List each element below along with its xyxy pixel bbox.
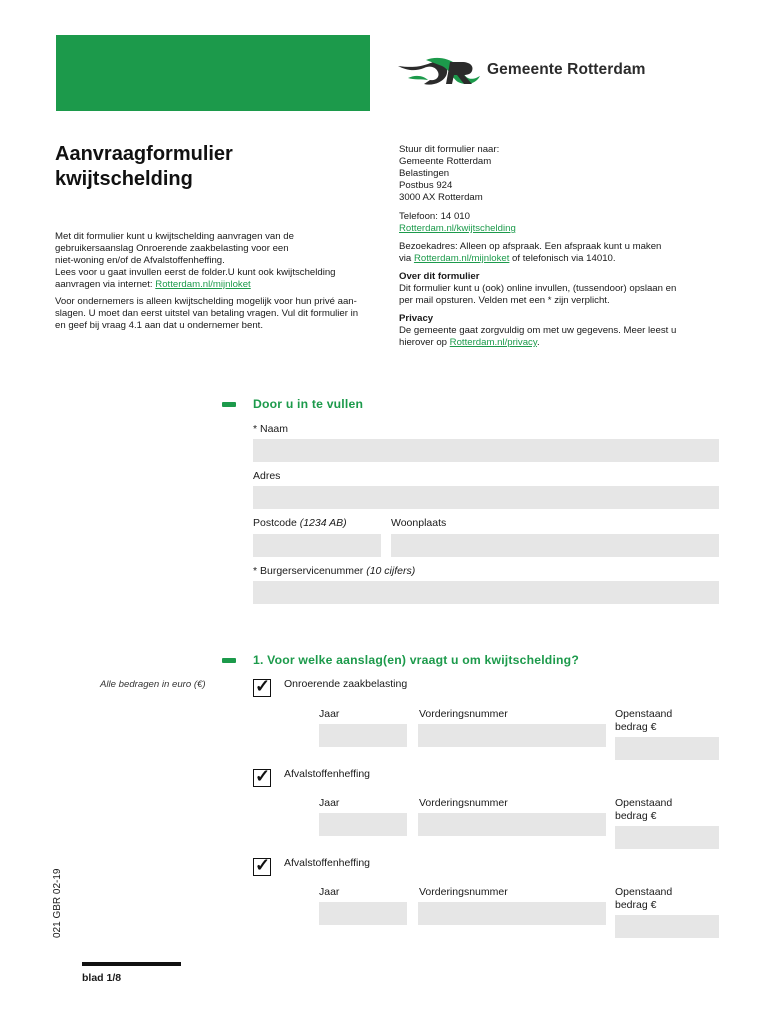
address-line: Gemeente Rotterdam bbox=[399, 156, 492, 167]
kwijtschelding-link[interactable]: Rotterdam.nl/kwijtschelding bbox=[399, 223, 516, 234]
check-mark-icon: ✓ bbox=[255, 676, 271, 696]
checkbox-ozb[interactable] bbox=[253, 676, 271, 697]
visit-line: Bezoekadres: Alleen op afspraak. Een afspraak kunt u maken bbox=[399, 241, 662, 252]
bsn-field[interactable] bbox=[253, 581, 719, 604]
address-line: Stuur dit formulier naar: bbox=[399, 144, 500, 155]
amount-label bbox=[615, 708, 672, 734]
section-fill-title: Door u in te vullen bbox=[253, 397, 364, 411]
visit-text: of telefonisch via 14010. bbox=[509, 253, 616, 264]
bsn-label-text: * Burgerservicenummer bbox=[253, 565, 364, 577]
intro-text: aanvragen via internet: bbox=[55, 279, 156, 290]
form-code: 021 GBR 02-19 bbox=[52, 868, 63, 938]
postcode-label bbox=[253, 517, 347, 529]
intro-line: Lees voor u gaat invullen eerst de folder.U kunt ook kwijtschelding bbox=[55, 267, 336, 278]
amount-field[interactable] bbox=[615, 737, 719, 760]
intro-line: slagen. U moet dan eerst uitstel van betaling vragen. Vul dit formulier in bbox=[55, 308, 359, 319]
privacy-heading: Privacy bbox=[399, 313, 434, 324]
year-field[interactable] bbox=[319, 724, 407, 747]
intro-line: Met dit formulier kunt u kwijtschelding aanvragen van de bbox=[55, 231, 294, 242]
year-field[interactable] bbox=[319, 902, 407, 925]
postcode-hint: (1234 AB) bbox=[299, 517, 347, 529]
intro-line: gebruikersaanslag Onroerende zaakbelasting voor een bbox=[55, 243, 289, 254]
amount-label bbox=[615, 797, 672, 823]
amount-label-line: Openstaand bbox=[615, 886, 673, 898]
item-label: Afvalstoffenheffing bbox=[284, 857, 371, 869]
about-line: per mail opsturen. Velden met een * zijn verplicht. bbox=[399, 295, 610, 306]
privacy-text: hierover op bbox=[399, 337, 450, 348]
city-label: Woonplaats bbox=[391, 517, 447, 529]
footer-divider bbox=[82, 962, 181, 966]
privacy-text: . bbox=[536, 337, 540, 348]
year-label: Jaar bbox=[319, 886, 340, 898]
number-label: Vorderingsnummer bbox=[419, 886, 508, 898]
section-marker bbox=[222, 658, 236, 663]
section-marker bbox=[222, 402, 236, 407]
address-label: Adres bbox=[253, 470, 281, 482]
bsn-hint: (10 cijfers) bbox=[366, 565, 416, 577]
title-line-2: kwijtschelding bbox=[55, 168, 193, 190]
name-label: * Naam bbox=[253, 423, 289, 435]
amount-label-line: bedrag € bbox=[615, 721, 657, 733]
name-field[interactable] bbox=[253, 439, 719, 462]
amount-label-line: Openstaand bbox=[615, 797, 673, 809]
address-line: 3000 AX Rotterdam bbox=[399, 192, 483, 203]
phone-line: Telefoon: 14 010 bbox=[399, 211, 470, 222]
checkbox-afval-1[interactable] bbox=[253, 766, 271, 787]
logo-text: Gemeente Rotterdam bbox=[487, 61, 646, 78]
amount-label-line: bedrag € bbox=[615, 810, 657, 822]
page-number: blad 1/8 bbox=[82, 972, 122, 984]
bsn-label bbox=[253, 565, 415, 577]
check-mark-icon: ✓ bbox=[255, 766, 271, 786]
amount-field[interactable] bbox=[615, 915, 719, 938]
number-field[interactable] bbox=[418, 902, 606, 925]
year-field[interactable] bbox=[319, 813, 407, 836]
address-line: Belastingen bbox=[399, 168, 450, 179]
number-label: Vorderingsnummer bbox=[419, 708, 508, 720]
amount-label-line: Openstaand bbox=[615, 708, 673, 720]
about-heading: Over dit formulier bbox=[399, 271, 480, 282]
visit-text: via bbox=[399, 253, 414, 264]
intro-paragraph-1 bbox=[55, 231, 385, 291]
intro-line: en geef bij vraag 4.1 aan dat u ondernemer bent. bbox=[55, 320, 264, 331]
item-label: Onroerende zaakbelasting bbox=[284, 678, 408, 690]
privacy-line-2 bbox=[399, 337, 709, 349]
number-label: Vorderingsnummer bbox=[419, 797, 508, 809]
postcode-field[interactable] bbox=[253, 534, 381, 557]
intro-paragraph-2 bbox=[55, 296, 385, 332]
mijnloket-link[interactable]: Rotterdam.nl/mijnloket bbox=[155, 279, 251, 290]
privacy-link[interactable]: Rotterdam.nl/privacy bbox=[449, 337, 537, 348]
address-line: Postbus 924 bbox=[399, 180, 453, 191]
about-line: Dit formulier kunt u (ook) online invullen, (tussendoor) opslaan en bbox=[399, 283, 677, 294]
item-label: Afvalstoffenheffing bbox=[284, 768, 371, 780]
city-field[interactable] bbox=[391, 534, 719, 557]
year-label: Jaar bbox=[319, 797, 340, 809]
amount-label bbox=[615, 886, 672, 912]
number-field[interactable] bbox=[418, 724, 606, 747]
checkbox-afval-2[interactable] bbox=[253, 855, 271, 876]
check-mark-icon: ✓ bbox=[255, 855, 271, 875]
amount-field[interactable] bbox=[615, 826, 719, 849]
year-label: Jaar bbox=[319, 708, 340, 720]
privacy-line: De gemeente gaat zorgvuldig om met uw gegevens. Meer leest u bbox=[399, 325, 677, 336]
address-field[interactable] bbox=[253, 486, 719, 509]
title-line-1: Aanvraagformulier bbox=[55, 143, 233, 165]
amounts-note: Alle bedragen in euro (€) bbox=[100, 679, 206, 690]
number-field[interactable] bbox=[418, 813, 606, 836]
page-title bbox=[55, 142, 233, 192]
visit-line-2 bbox=[399, 253, 709, 265]
address-block bbox=[399, 144, 709, 349]
section-q1-title: 1. Voor welke aanslag(en) vraagt u om kwijtschelding? bbox=[253, 653, 579, 667]
postcode-label-text: Postcode bbox=[253, 517, 297, 529]
intro-line: niet-woning en/of de Afvalstoffenheffing. bbox=[55, 255, 225, 266]
intro-line bbox=[55, 279, 385, 291]
mijnloket-link-2[interactable]: Rotterdam.nl/mijnloket bbox=[413, 253, 510, 264]
intro-line: Voor ondernemers is alleen kwijtschelding mogelijk voor hun privé aan- bbox=[55, 296, 357, 307]
header-green-block bbox=[56, 35, 370, 111]
amount-label-line: bedrag € bbox=[615, 899, 657, 911]
